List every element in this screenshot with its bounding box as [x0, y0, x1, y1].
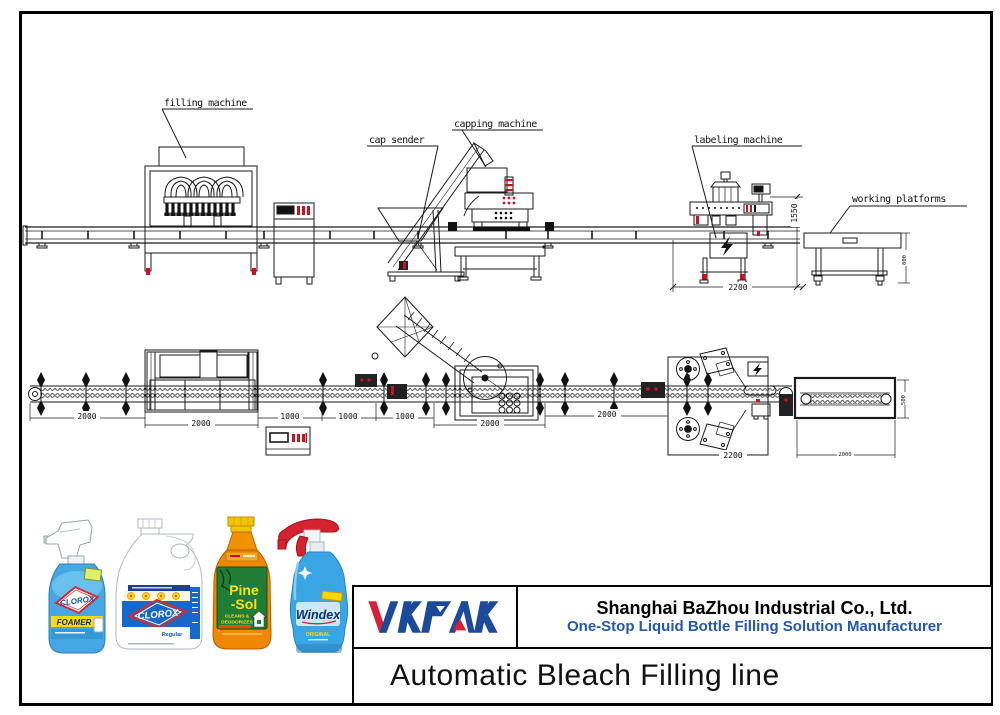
dim-labeler-height: [770, 194, 803, 290]
svg-text:capping machine: capping machine: [454, 119, 537, 130]
svg-text:cap sender: cap sender: [369, 135, 425, 146]
svg-text:500: 500: [901, 395, 907, 405]
svg-text:ORIGINAL: ORIGINAL: [305, 632, 331, 638]
svg-text:Windex: Windex: [295, 608, 341, 622]
svg-text:CLEANS &: CLEANS &: [224, 614, 250, 620]
row2-conveyor: [29, 386, 793, 402]
svg-text:1000: 1000: [338, 412, 358, 421]
cap-sender: [378, 143, 493, 281]
svg-text:CLOROX: CLOROX: [59, 594, 95, 608]
svg-text:filling machine: filling machine: [164, 98, 247, 109]
vkpak-logo-mark: [366, 594, 504, 640]
svg-text:800: 800: [902, 255, 908, 265]
svg-text:Regular: Regular: [161, 632, 183, 638]
title-block-header: [354, 587, 991, 649]
product-photos: [44, 517, 348, 653]
company-info: [518, 587, 991, 647]
capping-machine: [448, 168, 554, 280]
product-title: Automatic Bleach Filling line: [390, 659, 780, 692]
svg-text:CLOROX: CLOROX: [137, 607, 179, 623]
filling-machine-plan: [145, 350, 258, 412]
lightning-bolt-icon: [753, 363, 762, 376]
svg-text:1550: 1550: [790, 203, 799, 223]
svg-text:Pine: Pine: [229, 582, 259, 598]
capping-machine-label: [452, 119, 543, 167]
row1-side-view: [23, 98, 967, 292]
svg-text:FOAMER: FOAMER: [56, 618, 92, 627]
row1-conveyor: [23, 226, 800, 248]
svg-text:2000: 2000: [838, 452, 852, 458]
vkpak-logo: [354, 587, 518, 647]
svg-text:2200: 2200: [723, 451, 743, 460]
working-platforms-label: [830, 194, 967, 233]
clorox-bleach-jug: [116, 519, 202, 649]
working-platform: [804, 233, 901, 285]
dim-labeler-width: [670, 240, 806, 292]
svg-text:2000: 2000: [191, 419, 211, 428]
svg-text:1000: 1000: [395, 412, 415, 421]
svg-text:working platforms: working platforms: [852, 194, 946, 205]
svg-text:labeling machine: labeling machine: [694, 135, 783, 146]
filling-machine: [145, 147, 257, 275]
svg-text:-Sol: -Sol: [230, 596, 258, 612]
svg-text:2000: 2000: [480, 419, 500, 428]
title-block: [352, 585, 993, 705]
svg-text:1000: 1000: [280, 412, 300, 421]
company-name: Shanghai BaZhou Industrial Co., Ltd.: [596, 597, 913, 618]
filling-machine-label: [162, 98, 253, 158]
windex-bottle: [278, 519, 348, 653]
svg-text:2000: 2000: [597, 410, 617, 419]
cap-sender-label: [367, 135, 438, 238]
pine-sol-bottle: [213, 517, 271, 649]
svg-text:2200: 2200: [728, 283, 748, 292]
dim-platform-height: [898, 233, 910, 283]
svg-text:2000: 2000: [77, 412, 97, 421]
svg-text:DEODORIZES: DEODORIZES: [221, 620, 253, 626]
row2-plan-view: [29, 297, 910, 460]
clorox-spray-bottle: [44, 520, 105, 653]
control-panel-plan: [266, 427, 310, 455]
company-tagline: One-Stop Liquid Bottle Filling Solution Manufacturer: [567, 618, 942, 636]
outfeed-conveyor: [795, 378, 895, 418]
